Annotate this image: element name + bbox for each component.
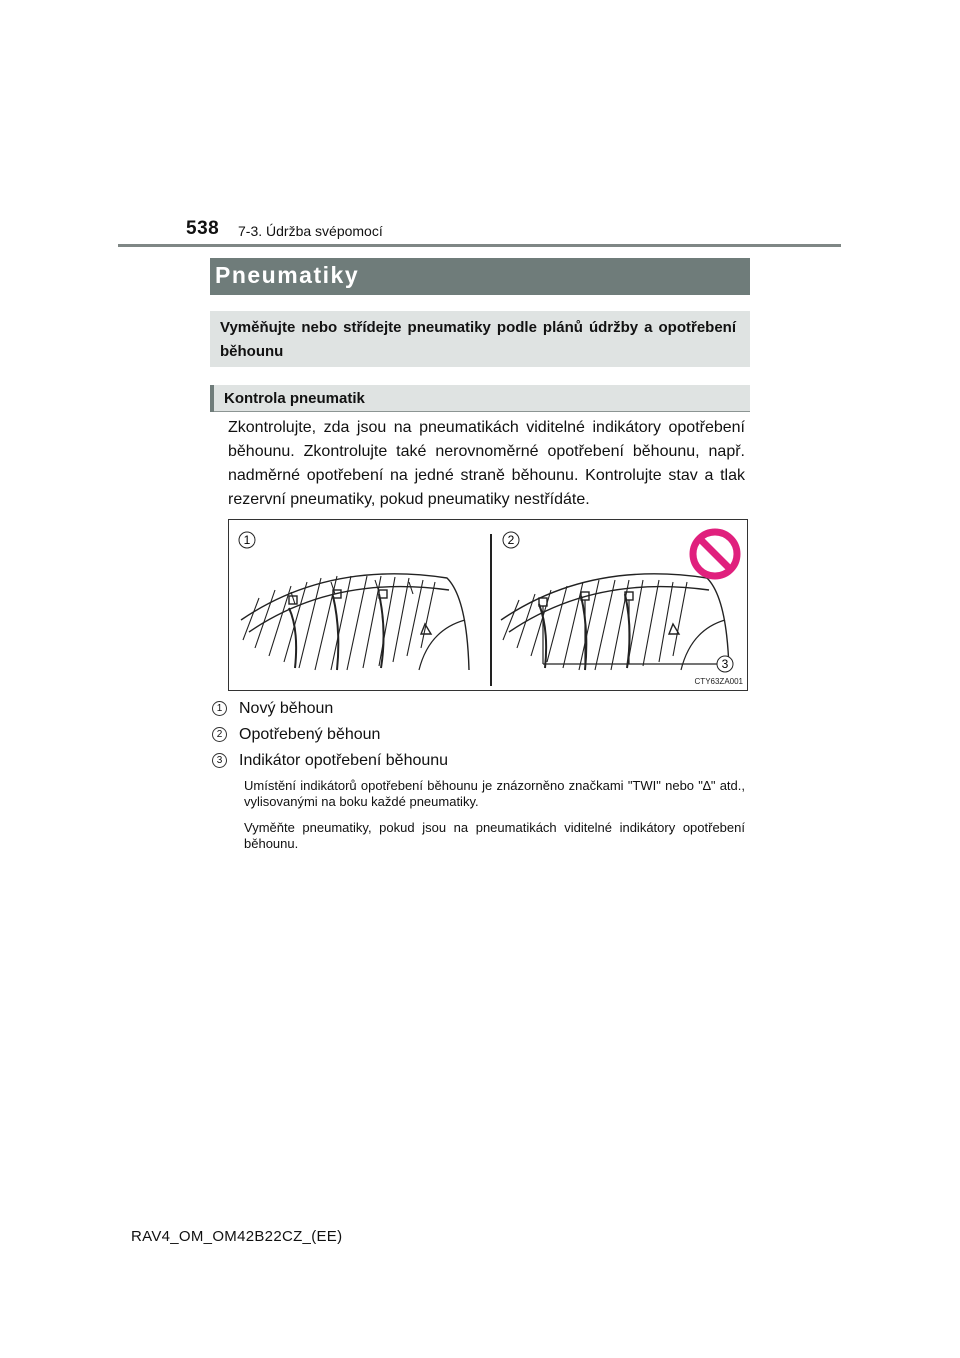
legend-number: 1 <box>212 701 227 716</box>
body-paragraph: Zkontrolujte, zda jsou na pneumatikách viditelné indikátory opotřebení běhounu. Zkontrolujte také nerovnoměrné opotřebení běhounu, např. nadměrné opotřebení na jedné straně běhounu. Kontrolujte stav a tlak rezervní pneumatiky, pokud pneumatiky nestřídáte. <box>228 419 745 508</box>
callout-3: 3 <box>721 657 729 671</box>
intro-text: Vyměňujte nebo střídejte pneumatiky podle plánů údržby a opotřebení běhounu <box>220 319 736 360</box>
callout-2: 2 <box>507 533 515 547</box>
tire-illustration <box>228 519 748 691</box>
document-code: RAV4_OM_OM42B22CZ_(EE) <box>131 1228 343 1245</box>
subheading-bar <box>210 385 750 412</box>
callout-1: 1 <box>243 533 251 547</box>
page-number: 538 <box>186 218 220 239</box>
subheading-accent <box>210 385 214 412</box>
note-paragraph: Vyměňte pneumatiky, pokud jsou na pneumatikách viditelné indikátory opotřebení běhounu. <box>244 820 745 851</box>
figure-code: CTY63ZA001 <box>694 677 743 686</box>
header-rule <box>118 244 841 247</box>
note-paragraph: Umístění indikátorů opotřebení běhounu je znázorněno značkami "TWI" nebo "∆" atd., vylisovanými na boku každé pneumatiky. <box>244 778 745 809</box>
subheading: Kontrola pneumatik <box>224 390 365 407</box>
prohibition-icon <box>693 532 737 576</box>
legend-text: Indikátor opotřebení běhounu <box>239 752 449 769</box>
legend-text: Nový běhoun <box>239 700 334 717</box>
legend-text: Opotřebený běhoun <box>239 726 381 743</box>
legend-number: 2 <box>212 727 227 742</box>
chapter-title: 7-3. Údržba svépomocí <box>238 223 383 239</box>
section-title: Pneumatiky <box>215 262 360 288</box>
legend-number: 3 <box>212 753 227 768</box>
intro-box <box>210 311 750 367</box>
tire-drawing <box>229 520 747 690</box>
section-title-bar <box>210 258 750 295</box>
